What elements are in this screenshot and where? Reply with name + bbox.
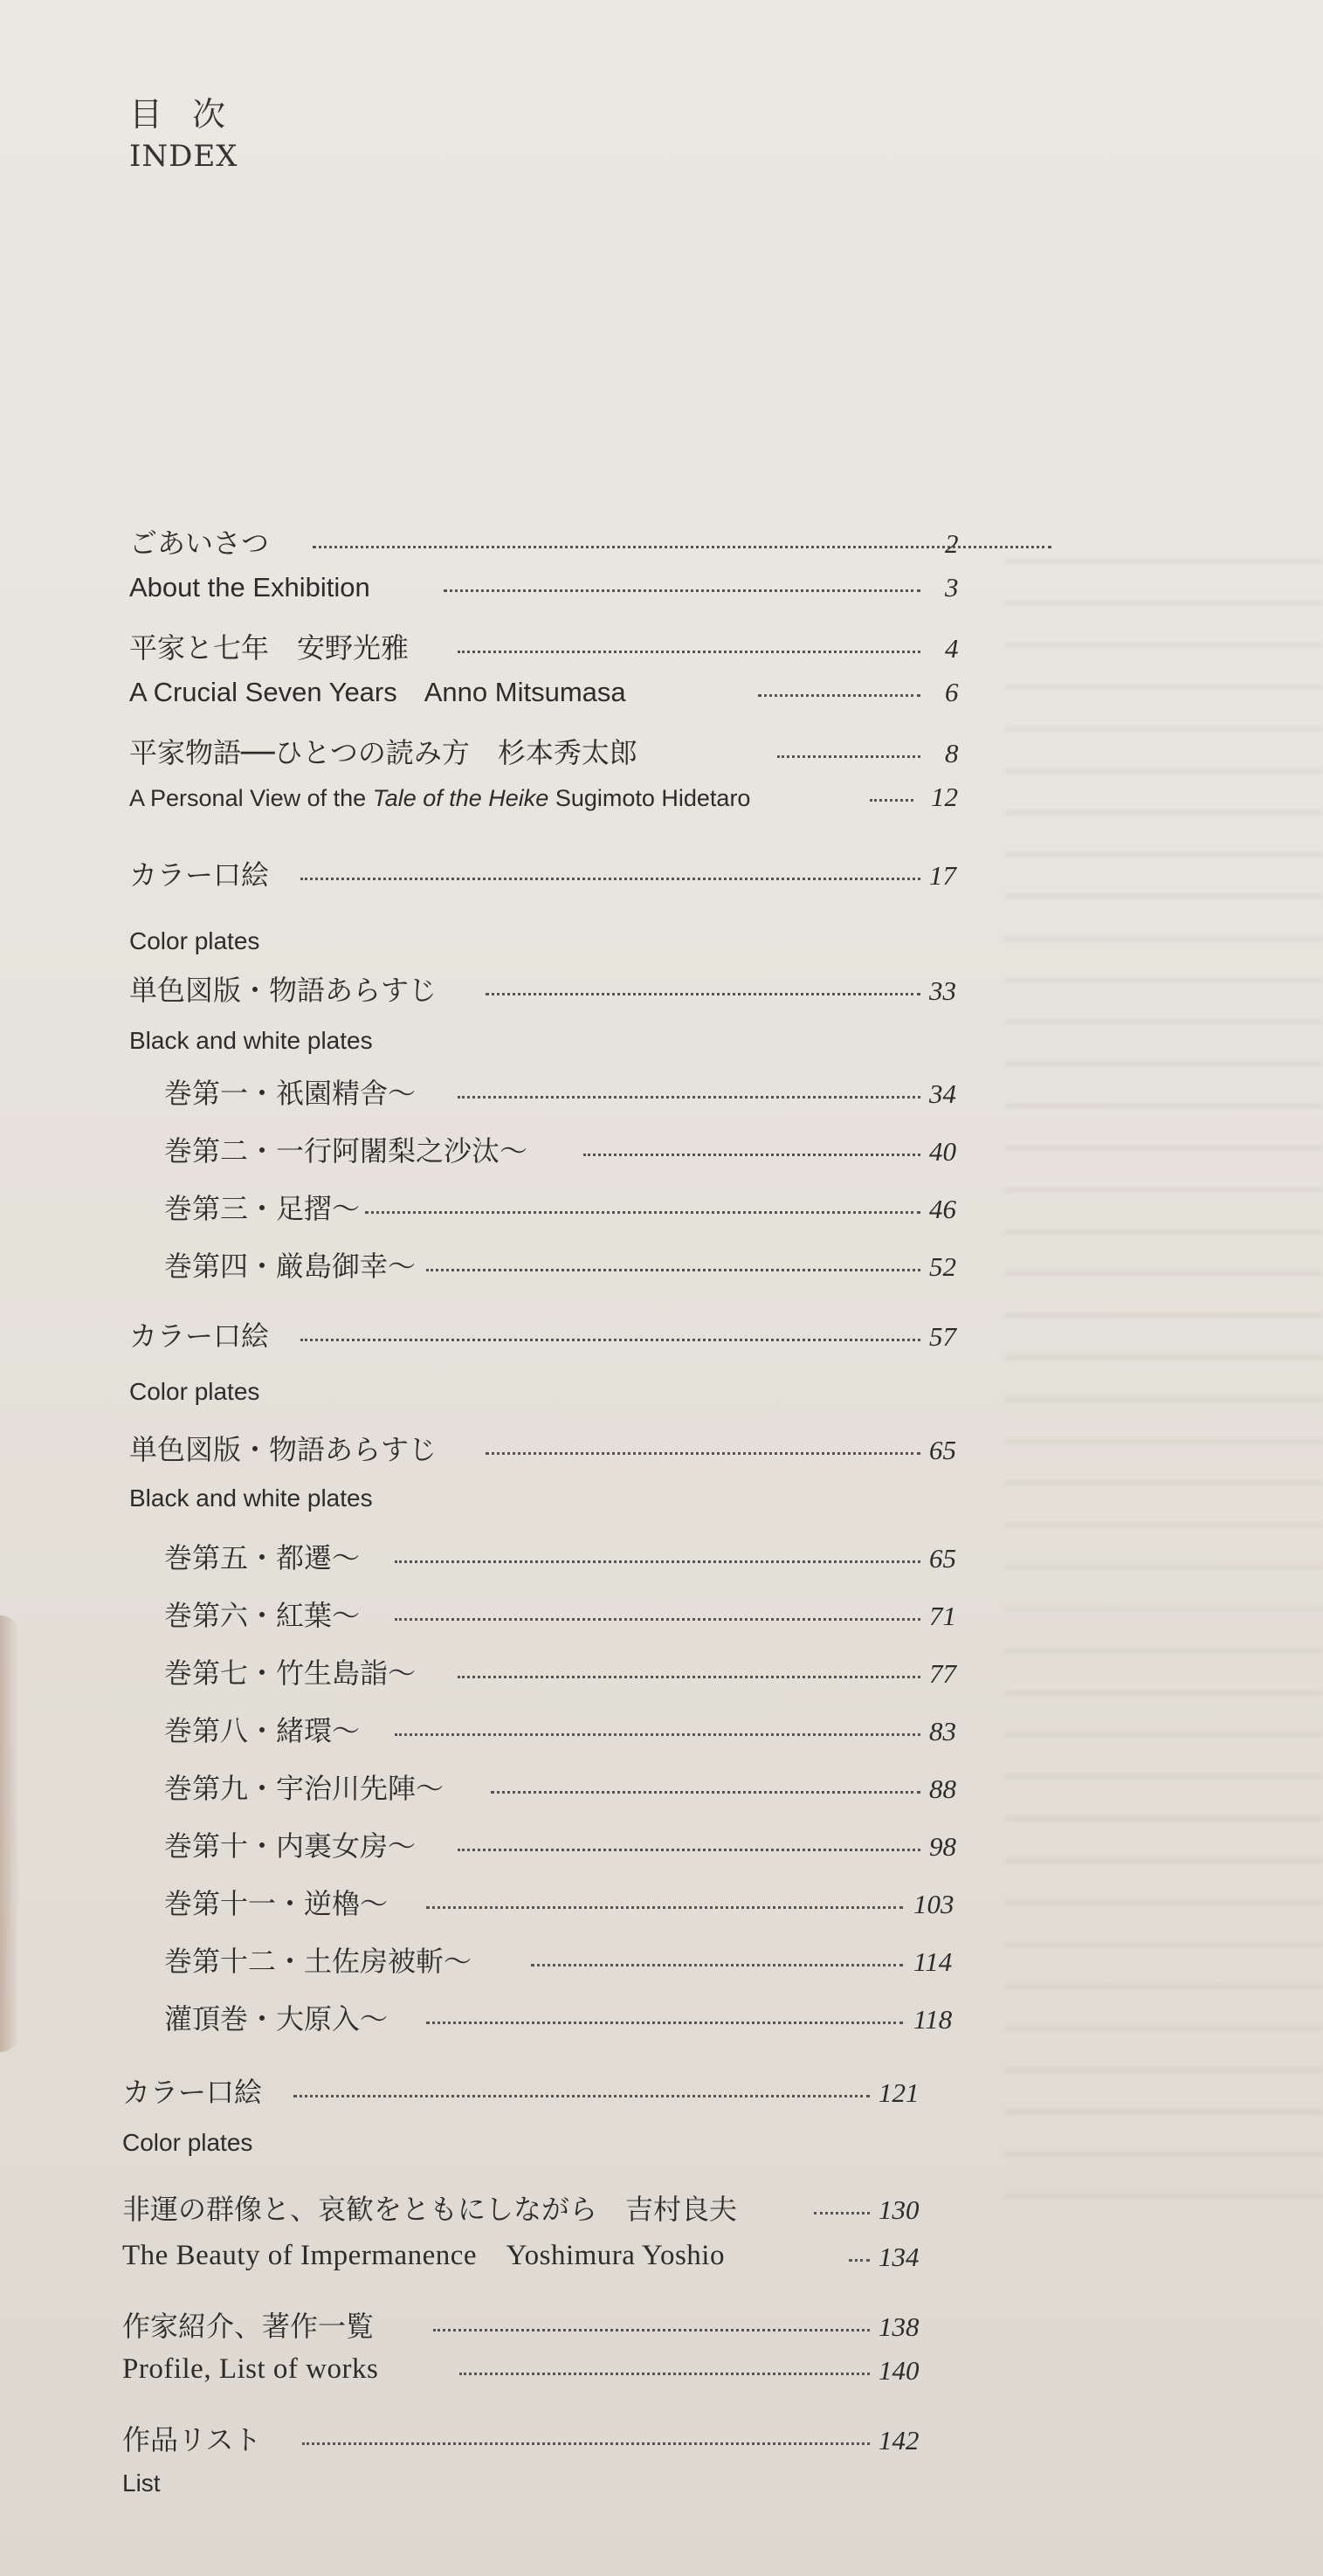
entry-title: ごあいさつ — [129, 527, 270, 560]
dot-leader — [426, 2022, 903, 2024]
dot-leader — [426, 1269, 920, 1271]
dot-leader — [433, 2329, 870, 2331]
page-number: 17 — [929, 860, 956, 891]
page-number: 33 — [929, 975, 956, 1006]
entry-title: 巻第一・祇園精舎〜 — [164, 1077, 417, 1110]
dot-leader — [300, 1339, 920, 1341]
page-number: 83 — [929, 1716, 956, 1746]
entry-title: Black and white plates — [129, 1027, 373, 1054]
entry-title: 巻第九・宇治川先陣〜 — [164, 1772, 444, 1805]
dot-leader — [293, 2095, 870, 2097]
dot-leader — [758, 694, 920, 697]
entry-title: 巻第四・厳島御幸〜 — [164, 1250, 417, 1283]
dot-leader — [300, 878, 920, 880]
page-number: 2 — [945, 528, 959, 559]
dot-leader — [365, 1211, 920, 1214]
entry-title: Color plates — [122, 2129, 253, 2156]
page-number: 134 — [879, 2242, 920, 2272]
dot-leader — [849, 2259, 870, 2262]
page-number: 4 — [945, 633, 959, 664]
entry-title: 巻第七・竹生島詣〜 — [164, 1656, 417, 1690]
dot-leader — [395, 1560, 920, 1563]
page-number: 6 — [945, 677, 959, 707]
entry-title: 作家紹介、著作一覧 — [122, 2310, 375, 2343]
page-number: 12 — [931, 782, 958, 812]
heading-japanese: 目次 — [129, 95, 256, 134]
entry-title: 巻第十一・逆櫓〜 — [164, 1887, 389, 1920]
dot-leader — [814, 2212, 870, 2214]
entry-title: Color plates — [129, 927, 260, 954]
entry-title: カラー口絵 — [129, 1319, 270, 1353]
page-number: 57 — [929, 1321, 956, 1352]
entry-title: 平家物語──ひとつの読み方 杉本秀太郎 — [129, 736, 637, 769]
dot-leader — [426, 1906, 903, 1909]
page-number: 65 — [929, 1435, 956, 1465]
dot-leader — [459, 2373, 870, 2375]
entry-title: About the Exhibition — [129, 572, 370, 603]
entry-title: カラー口絵 — [122, 2076, 263, 2109]
entry-title: 巻第三・足摺〜 — [164, 1192, 361, 1225]
dot-leader — [777, 755, 920, 758]
page-number: 140 — [879, 2355, 920, 2386]
page-number: 114 — [913, 1946, 953, 1977]
page-number: 34 — [929, 1078, 956, 1109]
entry-title: Color plates — [129, 1378, 260, 1405]
entry-title: 灌頂巻・大原入〜 — [164, 2002, 389, 2035]
entry-title: 巻第二・一行阿闍梨之沙汰〜 — [164, 1134, 528, 1167]
dot-leader — [491, 1791, 920, 1794]
page-number: 88 — [929, 1774, 956, 1804]
entry-title: 平家と七年 安野光雅 — [129, 631, 410, 665]
entry-title: 非運の群像と、哀歓をともにしながら 吉村良夫 — [122, 2193, 738, 2226]
entry-title: 作品リスト — [122, 2423, 262, 2456]
entry-title: 巻第十二・土佐房被斬〜 — [164, 1945, 472, 1978]
page-edge-shadow — [0, 1615, 19, 2052]
dot-leader — [458, 651, 920, 653]
entry-title: 単色図版・物語あらすじ — [129, 1433, 438, 1466]
entry-title: Profile, List of works — [122, 2353, 379, 2385]
page-number: 142 — [879, 2425, 920, 2455]
entry-title: The Beauty of Impermanence Yoshimura Yoshio — [122, 2240, 725, 2271]
dot-leader — [458, 1849, 920, 1851]
dot-leader — [313, 546, 1051, 548]
entry-title: カラー口絵 — [129, 858, 270, 892]
page-number: 46 — [929, 1194, 956, 1224]
dot-leader — [458, 1096, 920, 1099]
dot-leader — [444, 589, 920, 592]
entry-title: A Crucial Seven Years Anno Mitsumasa — [129, 677, 626, 707]
page-number: 121 — [879, 2077, 920, 2108]
entry-title: 単色図版・物語あらすじ — [129, 974, 438, 1007]
heading-english: INDEX — [129, 139, 238, 174]
page-number: 8 — [945, 738, 959, 768]
dot-leader — [870, 799, 913, 802]
dot-leader — [531, 1964, 903, 1966]
entry-title: List — [122, 2469, 161, 2497]
entry-title: 巻第八・緒環〜 — [164, 1714, 361, 1747]
page-number: 103 — [913, 1889, 954, 1919]
dot-leader — [302, 2442, 870, 2445]
dot-leader — [486, 1452, 920, 1455]
entry-title: 巻第六・紅葉〜 — [164, 1599, 361, 1632]
page-number: 71 — [929, 1601, 956, 1631]
entry-title: 巻第五・都遷〜 — [164, 1541, 361, 1574]
page-number: 118 — [913, 2004, 953, 2035]
page-number: 40 — [929, 1136, 956, 1167]
entry-title: Black and white plates — [129, 1484, 373, 1512]
page-number: 138 — [879, 2311, 920, 2342]
dot-leader — [395, 1733, 920, 1736]
entry-title: 巻第十・内裏女房〜 — [164, 1829, 417, 1863]
show-through-text — [1004, 559, 1323, 2218]
index-heading — [129, 95, 256, 174]
dot-leader — [395, 1618, 920, 1621]
page-number: 65 — [929, 1543, 956, 1574]
entry-title: A Personal View of the Tale of the Heike Sugimoto Hidetaro — [129, 785, 751, 811]
page-number: 130 — [879, 2194, 920, 2225]
dot-leader — [486, 993, 920, 995]
page-number: 98 — [929, 1831, 956, 1862]
dot-leader — [458, 1676, 920, 1678]
page-number: 52 — [929, 1251, 956, 1282]
dot-leader — [583, 1154, 920, 1156]
page-number: 3 — [945, 572, 959, 603]
page-number: 77 — [929, 1658, 956, 1689]
